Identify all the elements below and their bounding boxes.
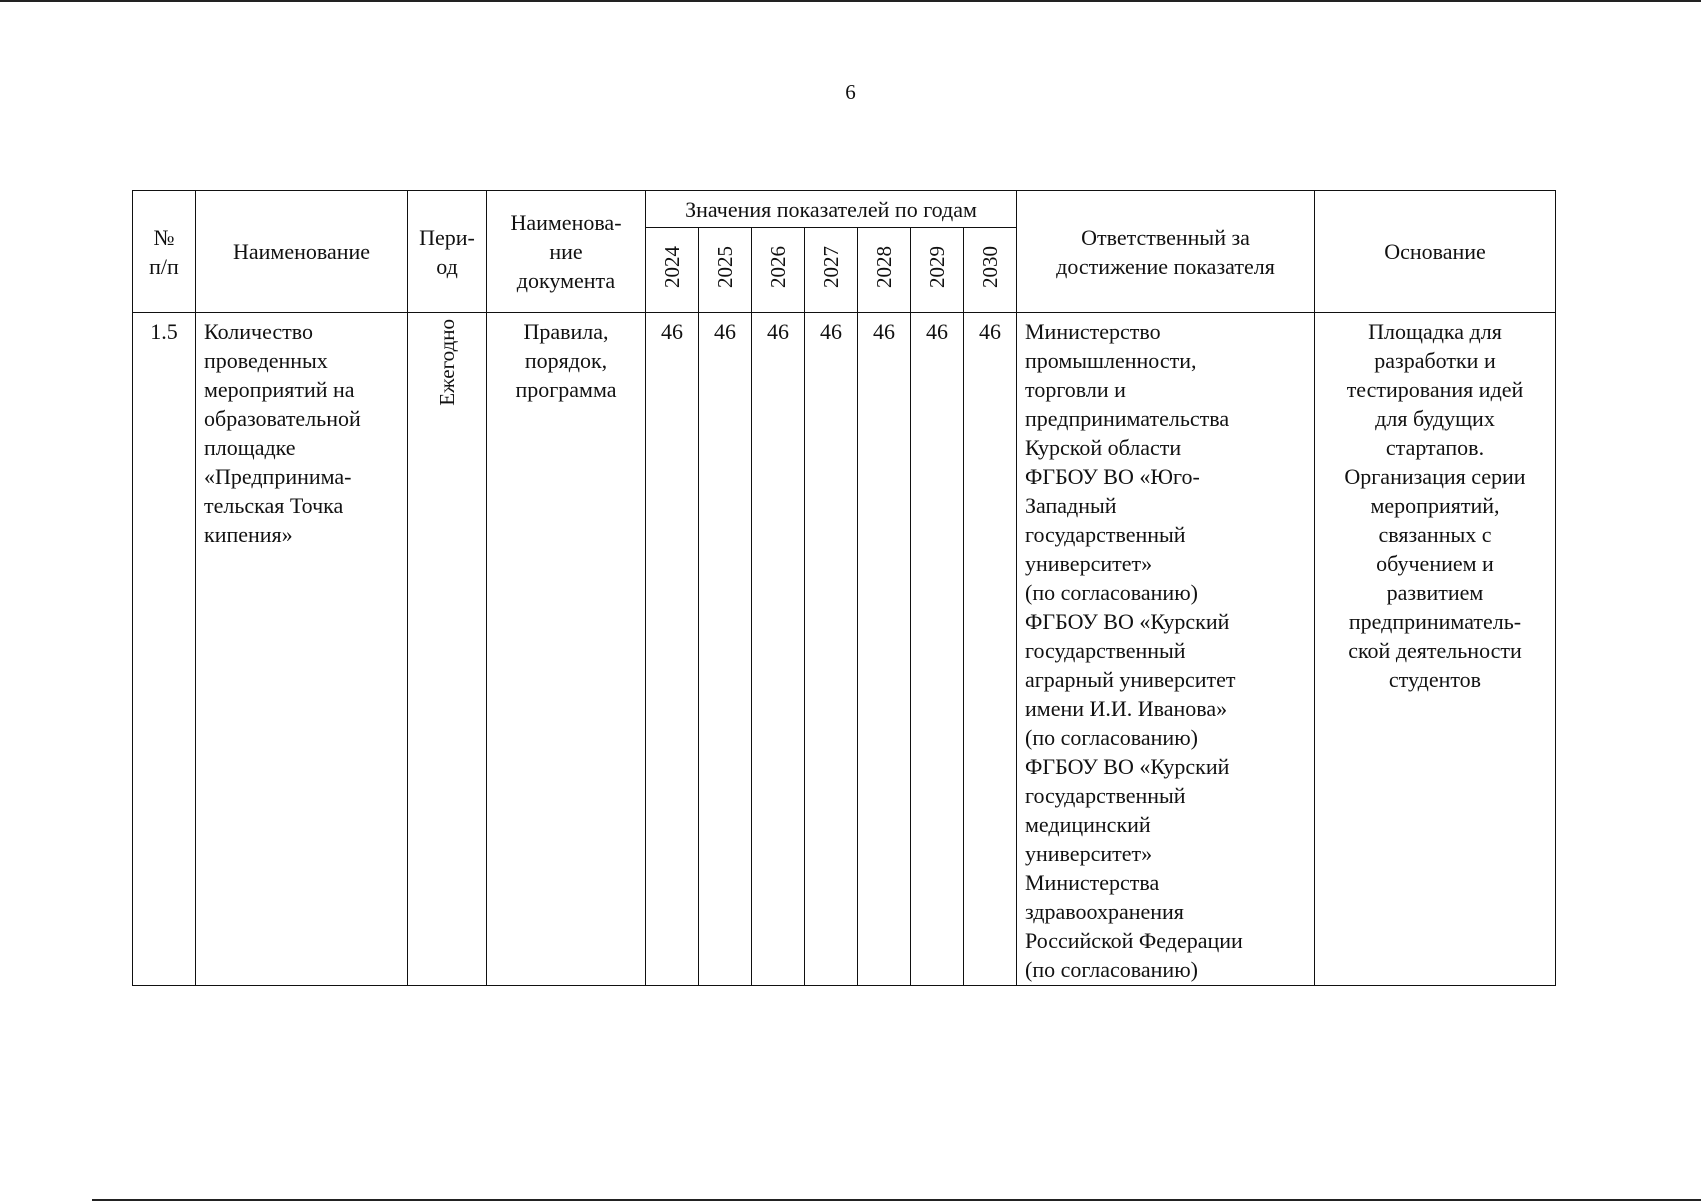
text-line: образовательной	[204, 406, 361, 431]
text-line: Курской области	[1025, 435, 1182, 460]
text-line: медицинский	[1025, 812, 1151, 837]
header-year-label: 2029	[925, 245, 949, 288]
header-row-top	[133, 191, 1556, 228]
text-line: ской деятельности	[1348, 638, 1522, 663]
text-line: обучением и	[1376, 551, 1494, 576]
row-basis	[1315, 313, 1556, 986]
text-line: имени И.И. Иванова»	[1025, 696, 1228, 721]
text-line: ФГБОУ ВО «Юго-	[1025, 464, 1200, 489]
text-line: программа	[515, 377, 617, 402]
header-name: Наименование	[196, 191, 408, 313]
text-line: университет»	[1025, 551, 1153, 576]
top-border-line	[0, 0, 1701, 2]
text-line: предприниматель-	[1348, 609, 1522, 634]
text-line: развитием	[1386, 580, 1484, 605]
header-responsible	[1017, 191, 1315, 313]
text-line: ние	[549, 239, 583, 264]
header-year	[699, 228, 752, 313]
text-line: од	[436, 253, 458, 279]
row-value: 46	[752, 313, 805, 986]
text-line: торговли и	[1025, 377, 1126, 402]
text-line: студентов	[1388, 667, 1482, 692]
text-line: государственный	[1025, 522, 1186, 547]
text-line: мероприятий,	[1370, 493, 1500, 518]
header-year-label: 2025	[713, 245, 737, 288]
header-number	[133, 191, 196, 313]
row-value: 46	[805, 313, 858, 986]
text-line: Пери-	[419, 224, 475, 250]
row-value: 46	[699, 313, 752, 986]
text-line: п/п	[149, 253, 179, 279]
text-line: промышленности,	[1025, 348, 1197, 373]
text-line: государственный	[1025, 638, 1186, 663]
text-line: достижение показателя	[1056, 253, 1275, 279]
row-period-text: Ежегодно	[435, 319, 459, 406]
text-line: мероприятий на	[204, 377, 355, 402]
text-line: Наименова-	[510, 210, 622, 235]
text-line: проведенных	[204, 348, 328, 373]
text-line: Количество	[204, 319, 314, 344]
text-line: здравоохранения	[1025, 899, 1184, 924]
text-line: (по согласованию)	[1025, 725, 1198, 750]
header-year	[752, 228, 805, 313]
text-line: №	[153, 224, 175, 250]
text-line: тестирования идей	[1346, 377, 1524, 402]
row-value: 46	[964, 313, 1017, 986]
header-year-label: 2027	[819, 245, 843, 288]
text-line: для будущих	[1375, 406, 1495, 431]
text-line: (по согласованию)	[1025, 957, 1198, 982]
text-line: кипения»	[204, 522, 293, 547]
text-line: Западный	[1025, 493, 1117, 518]
header-year-label: 2028	[872, 245, 896, 288]
header-year-label: 2030	[978, 245, 1002, 288]
text-line: Ответственный за	[1081, 224, 1250, 250]
text-line: (по согласованию)	[1025, 580, 1198, 605]
text-line: связанных с	[1378, 522, 1492, 547]
header-year	[805, 228, 858, 313]
text-line: предпринимательства	[1025, 406, 1230, 431]
text-line: площадке	[204, 435, 296, 460]
text-line: Правила,	[523, 319, 609, 344]
indicators-table	[132, 190, 1556, 986]
page-number: 6	[845, 80, 856, 104]
text-line: Министерства	[1025, 870, 1160, 895]
header-values-group: Значения показателей по годам	[646, 191, 1017, 228]
row-value: 46	[911, 313, 964, 986]
text-line: тельская Точка	[204, 493, 344, 518]
row-value: 46	[858, 313, 911, 986]
header-period	[408, 191, 487, 313]
text-line: Площадка для	[1368, 319, 1502, 344]
text-line: разработки и	[1374, 348, 1496, 373]
row-number: 1.5	[133, 313, 196, 986]
header-year	[964, 228, 1017, 313]
table-row	[133, 313, 1556, 986]
header-basis: Основание	[1315, 191, 1556, 313]
text-line: «Предпринима-	[204, 464, 352, 489]
text-line: ФГБОУ ВО «Курский	[1025, 754, 1230, 779]
text-line: аграрный университет	[1025, 667, 1236, 692]
text-line: порядок,	[524, 348, 608, 373]
text-line: Российской Федерации	[1025, 928, 1243, 953]
header-year-label: 2026	[766, 245, 790, 288]
row-responsible	[1017, 313, 1315, 986]
text-line: стартапов.	[1385, 435, 1485, 460]
header-year-label: 2024	[660, 245, 684, 288]
header-document	[487, 191, 646, 313]
text-line: документа	[516, 268, 616, 293]
text-line: Организация серии	[1344, 464, 1526, 489]
header-year	[911, 228, 964, 313]
text-line: Министерство	[1025, 319, 1161, 344]
row-document	[487, 313, 646, 986]
text-line: ФГБОУ ВО «Курский	[1025, 609, 1230, 634]
header-year	[858, 228, 911, 313]
row-name	[196, 313, 408, 986]
row-value: 46	[646, 313, 699, 986]
text-line: государственный	[1025, 783, 1186, 808]
row-period	[408, 313, 487, 986]
header-year	[646, 228, 699, 313]
text-line: университет»	[1025, 841, 1153, 866]
